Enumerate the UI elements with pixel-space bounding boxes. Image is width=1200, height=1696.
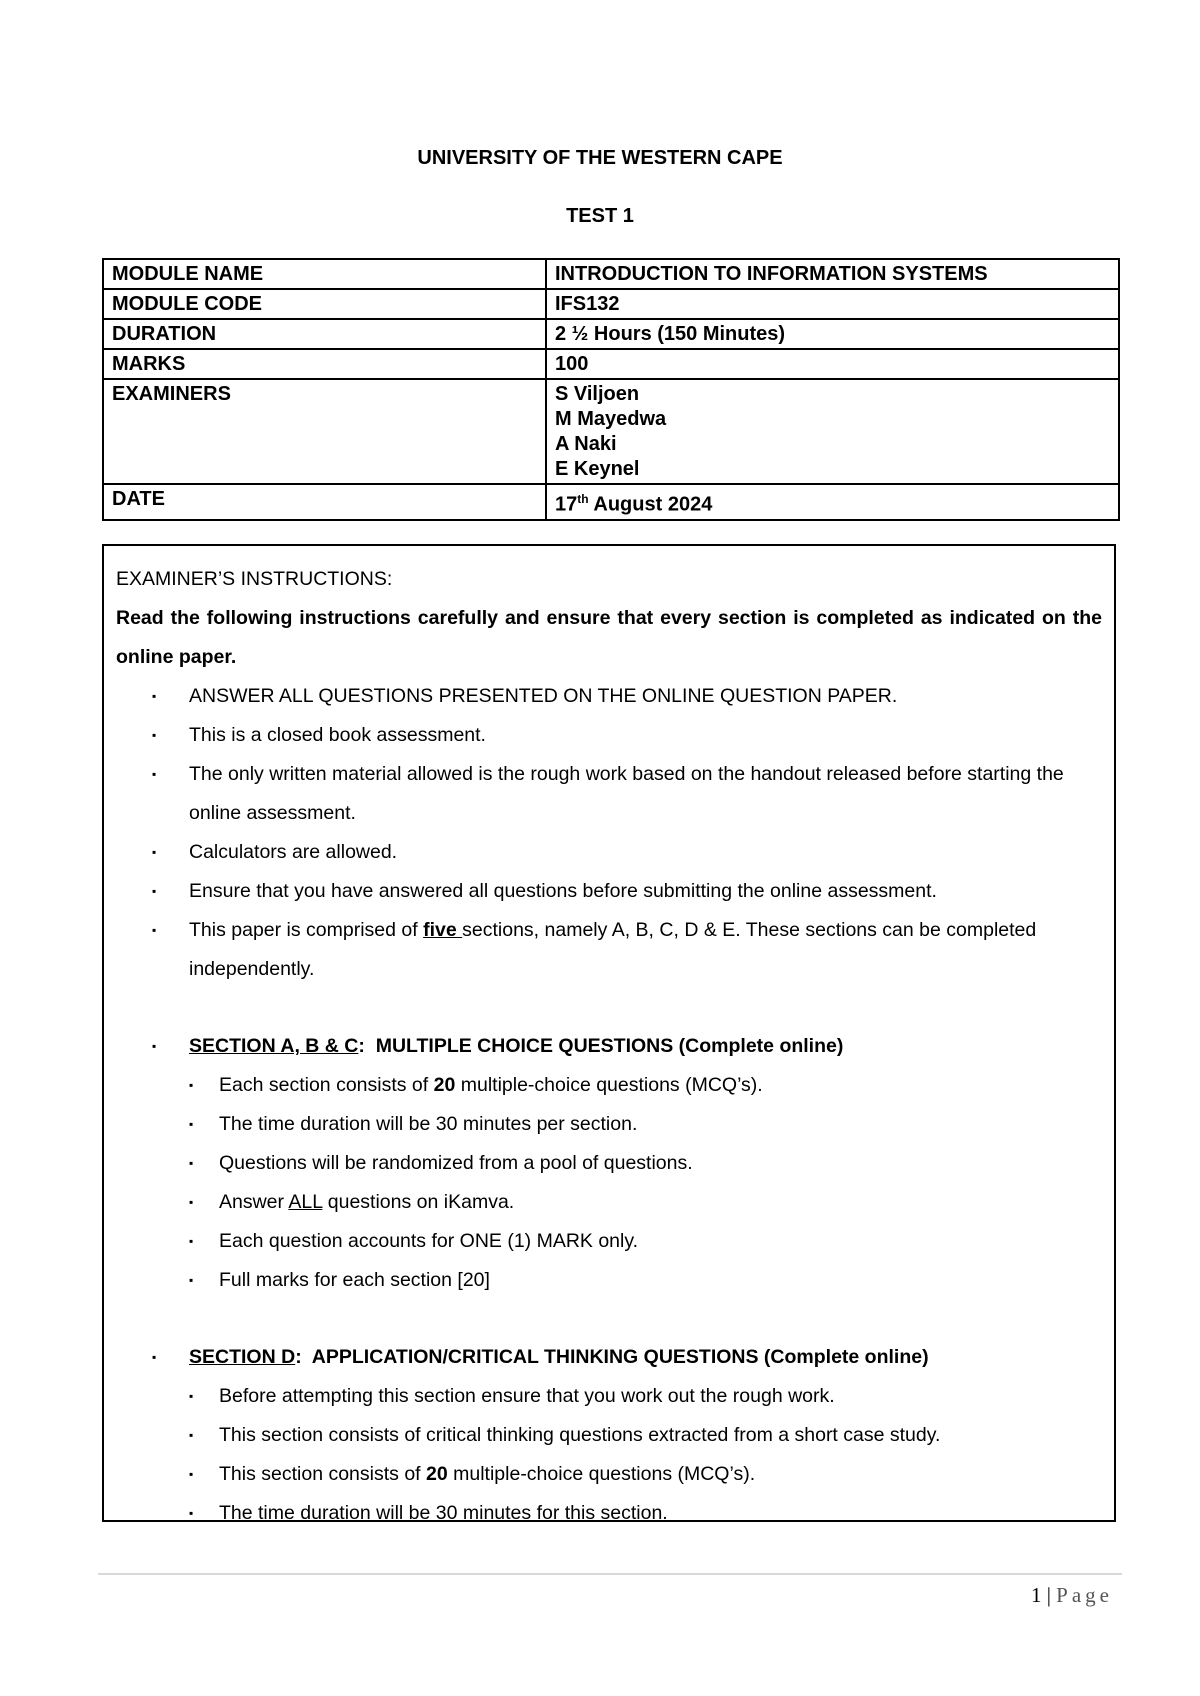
list-item xyxy=(189,1066,1102,1105)
item-text: Each section consists of xyxy=(219,1074,434,1096)
marks-value: 100 xyxy=(546,349,1119,379)
section-abc xyxy=(116,1027,1102,1300)
item-bold: 20 xyxy=(426,1463,448,1485)
section-d-title-rest: : APPLICATION/CRITICAL THINKING QUESTIONS (Complete online) xyxy=(295,1346,929,1368)
table-row xyxy=(103,484,1119,520)
duration-label: DURATION xyxy=(103,319,546,349)
item-text: Answer xyxy=(219,1191,289,1213)
item-bold: 20 xyxy=(433,1074,456,1096)
list-item: ▪ Full marks for each section [20] xyxy=(189,1261,1102,1300)
examiner-name: S Viljoen xyxy=(555,383,640,405)
instructions-list xyxy=(116,677,1102,1533)
list-item: ▪ This section consists of critical thinking questions extracted from a short case study. xyxy=(189,1416,1102,1455)
module-code-label: MODULE CODE xyxy=(103,289,546,319)
list-item: ▪ The only written material allowed is the rough work based on the handout released before starting the online assessment. xyxy=(116,755,1102,833)
section-abc-heading xyxy=(189,1027,1102,1066)
module-name-label: MODULE NAME xyxy=(103,259,546,289)
section-d-heading xyxy=(189,1338,1102,1377)
table-row xyxy=(103,379,1119,484)
list-item: ▪ Each question accounts for ONE (1) MARK only. xyxy=(189,1222,1102,1261)
section-d-list xyxy=(189,1377,1102,1533)
marks-label: MARKS xyxy=(103,349,546,379)
list-item xyxy=(189,1455,1102,1494)
examiner-name: M Mayedwa xyxy=(555,408,667,430)
examiner-name: E Keynel xyxy=(555,458,640,480)
page-separator: | xyxy=(1041,1583,1057,1607)
examiner-instructions-box xyxy=(102,544,1116,1522)
examiners-value xyxy=(546,379,1119,484)
item-text: questions on iKamva. xyxy=(322,1191,515,1213)
instructions-heading: EXAMINER’S INSTRUCTIONS: xyxy=(116,568,393,590)
item-text: multiple-choice questions (MCQ’s). xyxy=(455,1074,763,1096)
section-d-title: SECTION D xyxy=(189,1346,296,1368)
table-row xyxy=(103,289,1119,319)
examiners-label: EXAMINERS xyxy=(103,379,546,484)
list-item xyxy=(116,911,1102,989)
date-value xyxy=(546,484,1119,520)
module-name-value: INTRODUCTION TO INFORMATION SYSTEMS xyxy=(546,259,1119,289)
page-footer xyxy=(1031,1583,1113,1608)
section-abc-title: SECTION A, B & C xyxy=(189,1035,359,1057)
page-number: 1 xyxy=(1030,1583,1042,1607)
module-info-table xyxy=(102,258,1120,521)
footer-divider xyxy=(98,1573,1122,1575)
section-abc-title-rest: : MULTIPLE CHOICE QUESTIONS (Complete online) xyxy=(358,1035,844,1057)
sections-five: five xyxy=(423,919,463,941)
list-item: ▪ This is a closed book assessment. xyxy=(116,716,1102,755)
section-d xyxy=(116,1338,1102,1533)
university-title: UNIVERSITY OF THE WESTERN CAPE xyxy=(417,147,783,169)
sections-text-pre: This paper is comprised of xyxy=(189,919,424,941)
table-row xyxy=(103,349,1119,379)
instructions-lead: Read the following instructions carefully and ensure that every section is completed as indicated on the online paper. xyxy=(116,607,1102,668)
section-abc-list xyxy=(189,1066,1102,1300)
list-item: ▪ Ensure that you have answered all questions before submitting the online assessment. xyxy=(116,872,1102,911)
list-item: ▪ Questions will be randomized from a pool of questions. xyxy=(189,1144,1102,1183)
sections-text-post: sections, namely A, B, C, D & E. These sections can be completed independently. xyxy=(189,919,1037,980)
table-row xyxy=(103,319,1119,349)
page-label: Page xyxy=(1056,1583,1113,1607)
list-item xyxy=(189,1183,1102,1222)
item-underline: ALL xyxy=(288,1191,323,1213)
duration-value: 2 ½ Hours (150 Minutes) xyxy=(546,319,1119,349)
table-row xyxy=(103,259,1119,289)
list-item: ▪ Before attempting this section ensure that you work out the rough work. xyxy=(189,1377,1102,1416)
item-text: This section consists of xyxy=(219,1463,426,1485)
list-item: ▪ The time duration will be 30 minutes per section. xyxy=(189,1105,1102,1144)
examiner-name: A Naki xyxy=(555,433,617,455)
date-day: 17 xyxy=(555,493,578,516)
item-text: multiple-choice questions (MCQ’s). xyxy=(447,1463,756,1485)
list-item: ▪ The time duration will be 30 minutes for this section. xyxy=(189,1494,1102,1533)
date-label: DATE xyxy=(103,484,546,520)
test-title: TEST 1 xyxy=(566,205,634,227)
module-code-value: IFS132 xyxy=(546,289,1119,319)
list-item: ▪ Calculators are allowed. xyxy=(116,833,1102,872)
date-suffix: th xyxy=(577,492,589,506)
list-item: ▪ ANSWER ALL QUESTIONS PRESENTED ON THE ONLINE QUESTION PAPER. xyxy=(116,677,1102,716)
date-rest: August 2024 xyxy=(588,493,713,516)
